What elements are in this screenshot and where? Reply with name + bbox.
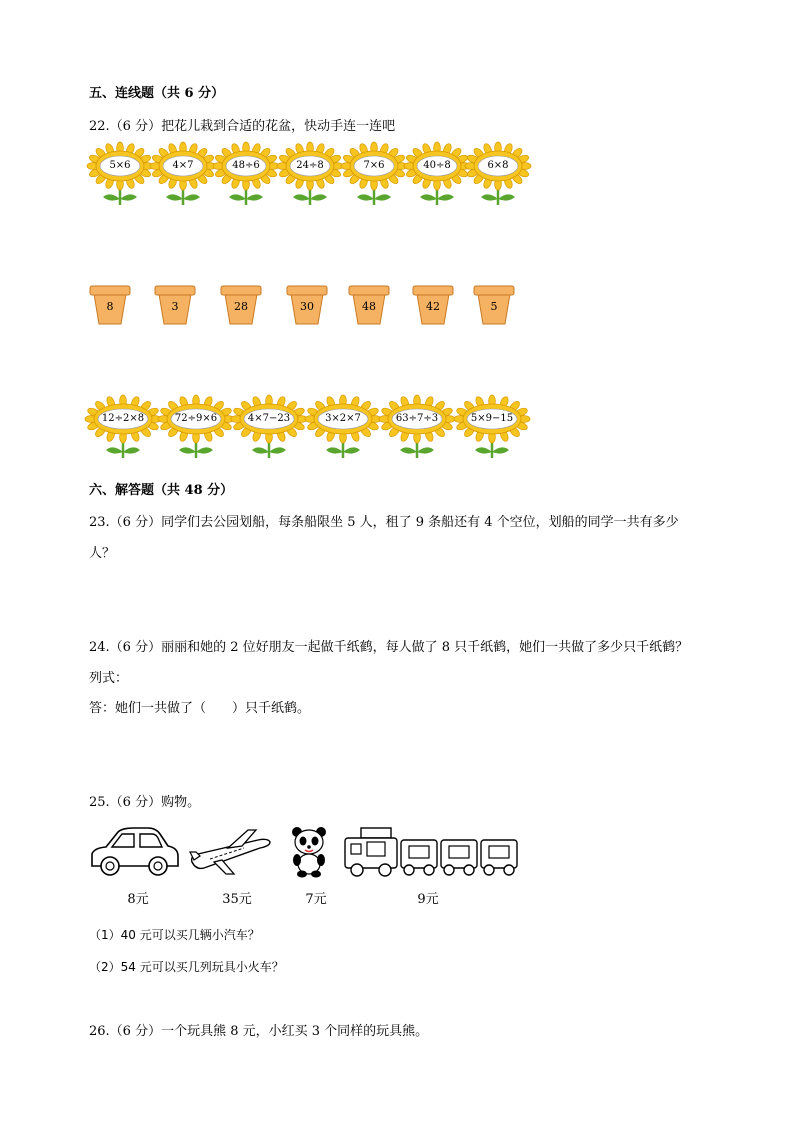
top-flower-label: 48÷6: [232, 160, 260, 171]
bottom-flower-3[interactable]: [233, 396, 305, 462]
flower-pot-2[interactable]: [154, 285, 196, 325]
bottom-flower-label: 12÷2×8: [101, 413, 145, 424]
top-flower-label: 4×7: [172, 160, 194, 171]
top-flower-6[interactable]: [406, 143, 468, 209]
top-flower-4[interactable]: [279, 143, 341, 209]
airplane-price: 35元: [222, 892, 252, 907]
question-22-text: 22.（6 分）把花儿栽到合适的花盆，快动手连一连吧: [89, 119, 396, 134]
top-flower-2[interactable]: [152, 143, 214, 209]
bottom-flower-6[interactable]: [456, 396, 528, 462]
airplane-icon: [188, 826, 272, 878]
top-flower-label: 24÷8: [296, 160, 324, 171]
bottom-flower-4[interactable]: [307, 396, 379, 462]
pot-number: 3: [171, 300, 179, 313]
bottom-flower-label: 3×2×7: [325, 413, 361, 424]
bottom-flower-5[interactable]: [381, 396, 453, 462]
flower-pot-4[interactable]: [286, 285, 328, 325]
pot-number: 5: [490, 300, 498, 313]
question-24-answer: 答：她们一共做了（ ）只千纸鹤。: [89, 701, 311, 716]
bottom-flower-label: 4×7−23: [247, 413, 291, 424]
top-flower-label: 6×8: [487, 160, 509, 171]
pot-number: 28: [234, 300, 248, 313]
top-flower-7[interactable]: [467, 143, 529, 209]
bottom-flower-label: 63÷7÷3: [395, 413, 439, 424]
question-24-formula-label: 列式：: [89, 671, 129, 686]
section-six-title: 六、解答题（共 48 分）: [89, 483, 234, 498]
flower-pot-7[interactable]: [473, 285, 515, 325]
question-24-text: 24.（6 分）丽丽和她的 2 位好朋友一起做千纸鹤，每人做了 8 只千纸鹤，她们一共做了多少只千纸鹤？: [89, 640, 689, 655]
train-price: 9元: [417, 892, 439, 907]
bottom-flower-2[interactable]: [160, 396, 232, 462]
flower-pot-6[interactable]: [412, 285, 454, 325]
question-25-text: 25.（6 分）购物。: [89, 795, 201, 810]
flower-pot-1[interactable]: [89, 285, 131, 325]
panda-icon: [289, 826, 329, 878]
section-five-title: 五、连线题（共 6 分）: [89, 86, 225, 101]
pot-number: 8: [106, 300, 114, 313]
top-flower-label: 7×6: [363, 160, 385, 171]
question-23-line1: 23.（6 分）同学们去公园划船，每条船限坐 5 人，租了 9 条船还有 4 个空位，划船的同学一共有多少: [89, 515, 679, 530]
flower-pot-3[interactable]: [220, 285, 262, 325]
pot-number: 48: [362, 300, 376, 313]
top-flower-label: 5×6: [109, 160, 131, 171]
flower-pot-5[interactable]: [348, 285, 390, 325]
bottom-flower-label: 72÷9×6: [174, 413, 218, 424]
top-flower-label: 40÷8: [423, 160, 451, 171]
top-flower-5[interactable]: [343, 143, 405, 209]
panda-price: 7元: [305, 892, 327, 907]
train-icon: [343, 826, 521, 878]
top-flower-3[interactable]: [215, 143, 277, 209]
pot-number: 30: [300, 300, 314, 313]
bottom-flower-1[interactable]: [87, 396, 159, 462]
question-25-sub2: （2）54 元可以买几列玩具小火车？: [89, 960, 284, 974]
pot-number: 42: [426, 300, 440, 313]
car-icon: [88, 826, 180, 878]
top-flower-1[interactable]: [89, 143, 151, 209]
question-23-line2: 人？: [89, 546, 116, 561]
question-25-sub1: （1）40 元可以买几辆小汽车？: [89, 928, 260, 942]
question-26-text: 26.（6 分）一个玩具熊 8 元，小红买 3 个同样的玩具熊。: [89, 1024, 429, 1039]
bottom-flower-label: 5×9−15: [470, 413, 514, 424]
car-price: 8元: [127, 892, 149, 907]
